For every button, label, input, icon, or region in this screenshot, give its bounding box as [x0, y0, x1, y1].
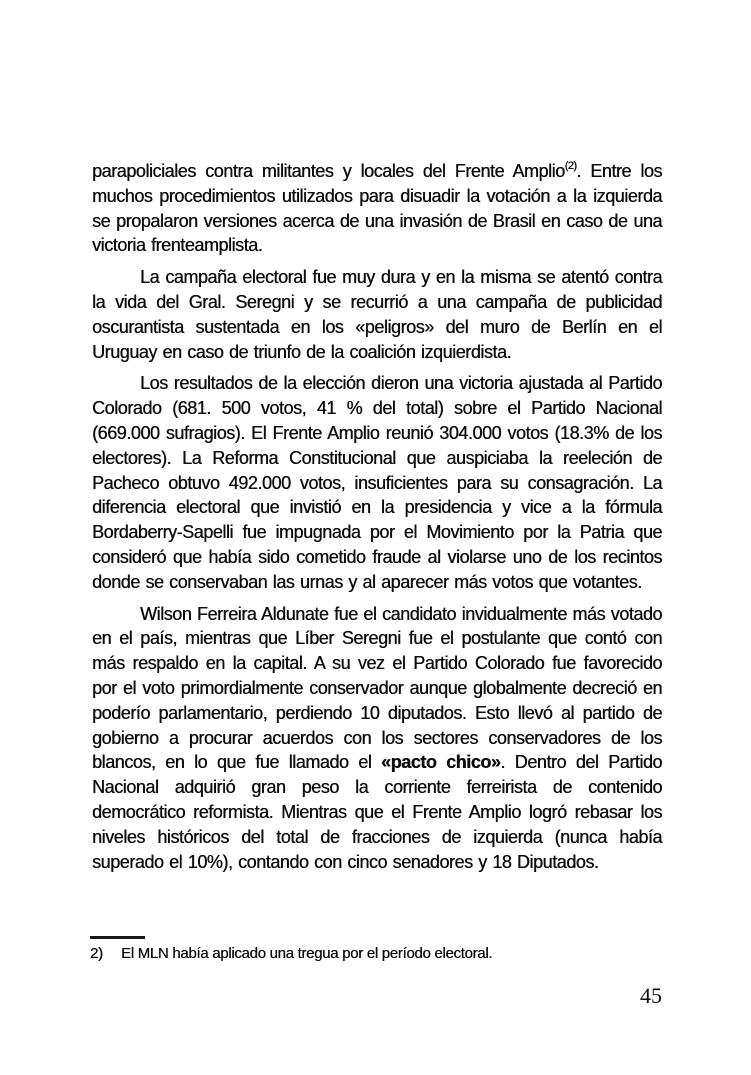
- text-segment: La campaña electoral fue muy dura y en la misma se atentó contra la vida del Gral. Seregni y se recurrió a una campaña de publicidad oscurantista sustentada en los «peligros» del muro de Berlín en el Uruguay en caso de triunfo de la coalición izquierdista.: [92, 267, 662, 362]
- body-paragraph: [92, 159, 662, 258]
- footnote: [90, 944, 662, 963]
- footnote-reference: (2): [564, 160, 577, 172]
- text-segment: Wilson Ferreira Aldunate fue el candidato invidualmente más votado en el país, mientras que Líber Seregni fue el postulante que contó con más respaldo en la capital. A su vez el Partido Colorado fue favorecido por el voto primordialmente conservador aunque globalmente decreció en poderío parlamentario, perdiendo 10 diputados. Esto llevó al partido de gobierno a procurar acuerdos con los sectores conservadores de los blancos, en lo que fue llamado el: [92, 603, 662, 773]
- footnote-divider: [90, 936, 145, 939]
- footnote-marker: 2): [90, 945, 103, 962]
- text-segment: Los resultados de la elección dieron una victoria ajustada al Partido Colorado (681. 500 votos, 41 % del total) sobre el Partido Nacional (669.000 sufragios). El Frente Amplio reunió 304.000 votos (18.3% de los electores). La Reforma Constitucional que auspiciaba la reeleción de Pacheco obtuvo 492.000 votos, insuficientes para su consagración. La diferencia electoral que invistió en la presidencia y vice a la fórmula Bordaberry-Sapelli fue impugnada por el Movimiento por la Patria que consideró que había sido cometido fraude al violarse uno de los recintos donde se conservaban las urnas y al aparecer más votos que votantes.: [92, 373, 662, 592]
- text-segment: . Dentro del Partido Nacional adquirió gran peso la corriente ferreirista de contenido democrático reformista. Mientras que el Frente Amplio logró rebasar los niveles históricos del total de fracciones de izquierda (nunca había superado el 10%), contando con cinco senadores y 18 Diputados.: [92, 752, 662, 872]
- text-block: [92, 159, 662, 881]
- footnote-text: El MLN había aplicado una tregua por el período electoral.: [121, 945, 493, 962]
- body-paragraph: [92, 265, 662, 364]
- body-paragraph: [92, 602, 662, 875]
- body-paragraph: [92, 371, 662, 594]
- text-segment: parapoliciales contra militantes y locales del Frente Amplio: [92, 161, 565, 181]
- page-number: 45: [640, 983, 662, 1008]
- text-segment: . Entre los muchos procedimientos utilizados para disuadir la votación a la izquierda se propalaron versiones acerca de una invasión de Brasil en caso de una victoria frenteamplista.: [92, 161, 662, 256]
- emphasized-text: «pacto chico»: [381, 752, 501, 773]
